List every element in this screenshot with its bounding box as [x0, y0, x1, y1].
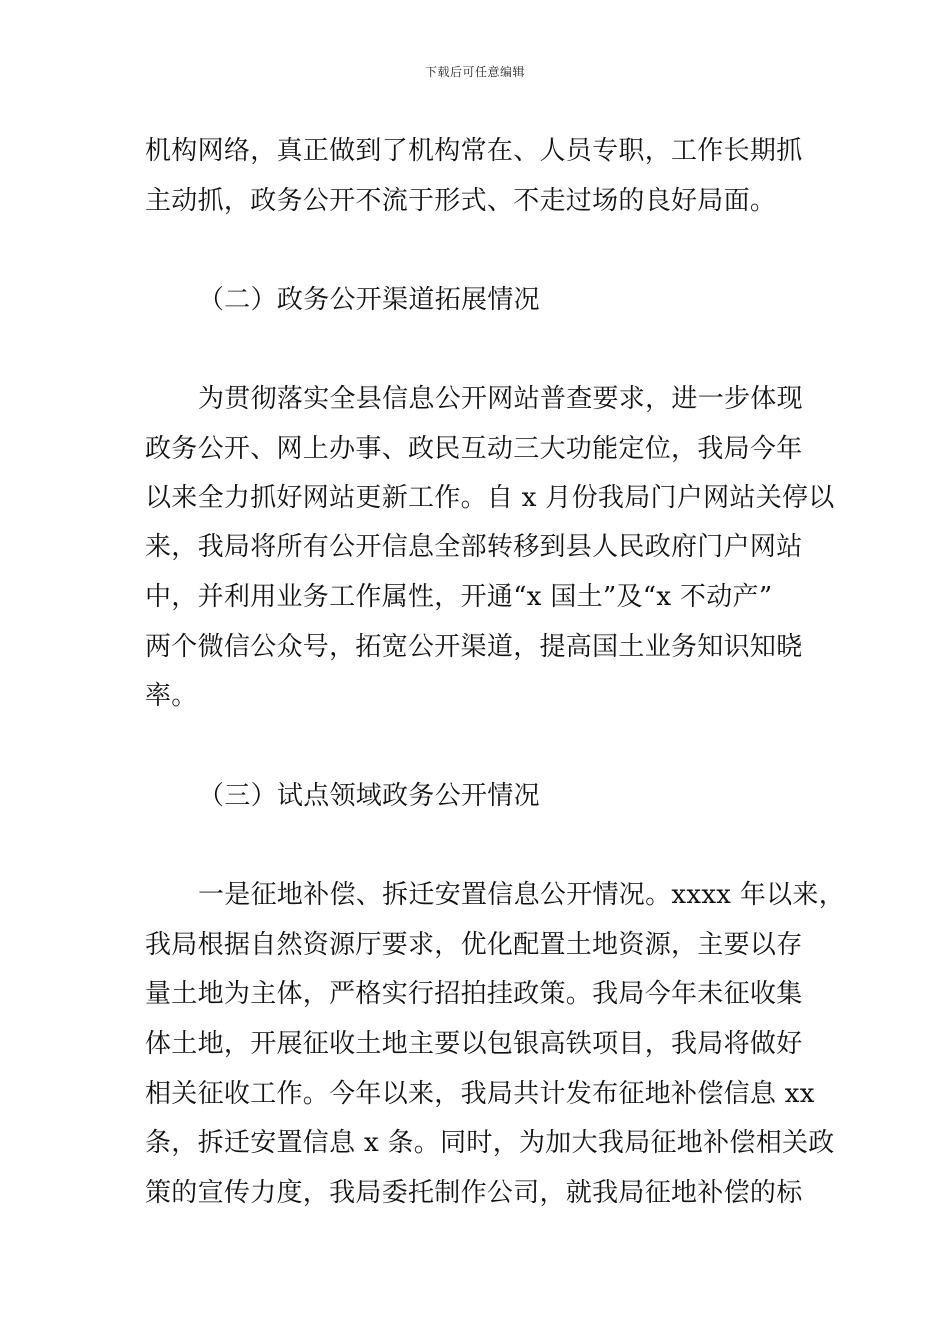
paragraph-3-line-5: 相关征收工作。今年以来，我局共计发布征地补偿信息 xx — [145, 1079, 815, 1109]
paragraph-2-line-4: 来，我局将所有公开信息全部转移到县人民政府门户网站 — [145, 532, 803, 562]
paragraph-3-line-1: 一是征地补偿、拆迁安置信息公开情况。xxxx 年以来， — [198, 880, 846, 910]
paragraph-2-line-6: 两个微信公众号，拓宽公开渠道，提高国土业务知识知晓 — [145, 632, 803, 662]
paragraph-3-line-7: 策的宣传力度，我局委托制作公司，就我局征地补偿的标 — [145, 1178, 803, 1208]
page-header: 下载后可任意编辑 — [424, 65, 525, 79]
paragraph-2-line-3: 以来全力抓好网站更新工作。自 x 月份我局门户网站关停以 — [145, 483, 835, 513]
paragraph-3-line-3: 量土地为主体，严格实行招拍挂政策。我局今年未征收集 — [145, 979, 803, 1009]
paragraph-2-line-7: 率。 — [145, 681, 198, 711]
paragraph-3-line-2: 我局根据自然资源厅要求，优化配置土地资源，主要以存 — [145, 930, 803, 960]
section-heading-2: （二）政务公开渠道拓展情况 — [198, 285, 540, 315]
paragraph-2-line-1: 为贯彻落实全县信息公开网站普查要求，进一步体现 — [198, 384, 803, 414]
section-heading-3: （三）试点领域政务公开情况 — [198, 781, 540, 811]
paragraph-2-line-5: 中，并利用业务工作属性，开通“x 国土”及“x 不动产” — [145, 582, 773, 612]
paragraph-1-line-2: 主动抓，政务公开不流于形式、不走过场的良好局面。 — [145, 186, 777, 216]
paragraph-3-line-6: 条，拆迁安置信息 x 条。同时，为加大我局征地补偿相关政 — [145, 1128, 835, 1158]
paragraph-1-line-1: 机构网络，真正做到了机构常在、人员专职，工作长期抓 — [145, 136, 803, 166]
paragraph-3-line-4: 体土地，开展征收土地主要以包银高铁项目，我局将做好 — [145, 1029, 803, 1059]
paragraph-2-line-2: 政务公开、网上办事、政民互动三大功能定位，我局今年 — [145, 434, 803, 464]
